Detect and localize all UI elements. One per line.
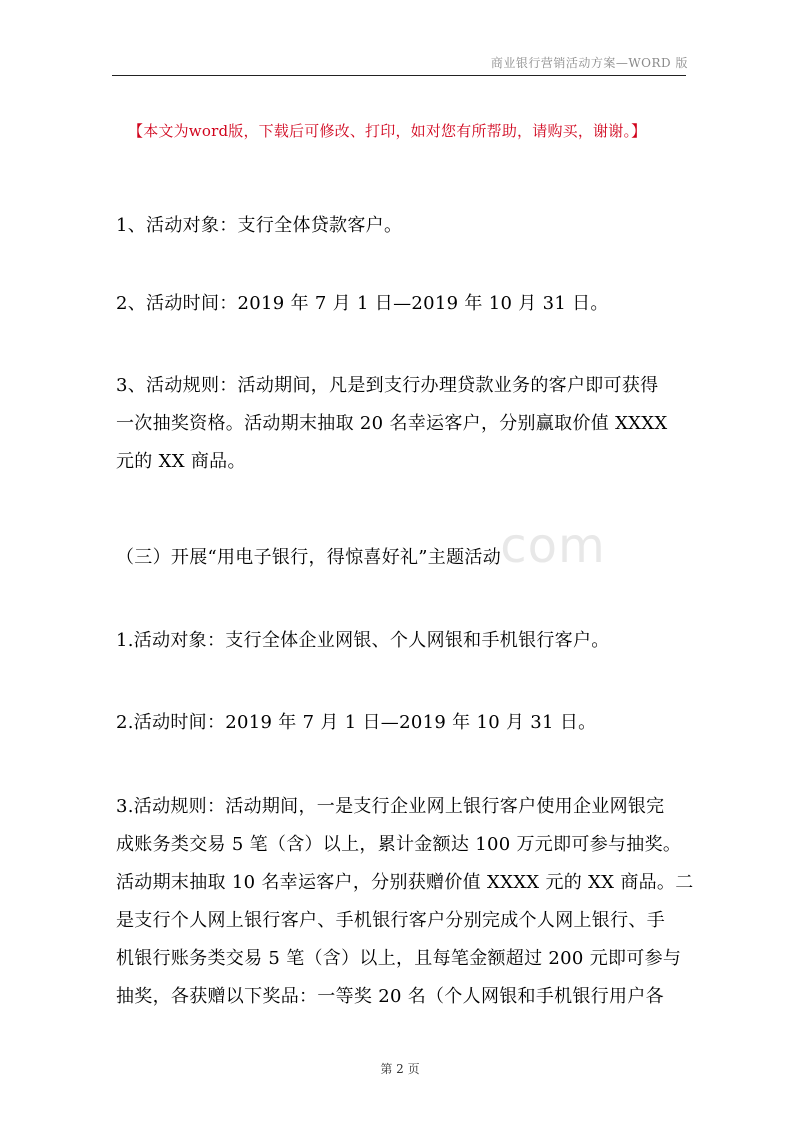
text-line: （三）开展“用电子银行，得惊喜好礼”主题活动 [116, 547, 502, 568]
header-divider [112, 75, 686, 76]
text-line: 2.活动时间：2019 年 7 月 1 日—2019 年 10 月 31 日。 [116, 712, 597, 733]
paragraph-6 [116, 704, 690, 742]
watermark: .com [484, 518, 606, 574]
page-number: 第 2 页 [380, 1062, 420, 1076]
text-line: 活动期末抽取 10 名幸运客户，分别获赠价值 XXXX 元的 XX 商品。二 [116, 872, 694, 893]
purchase-notice: 【本文为word版，下载后可修改、打印，如对您有所帮助，请购买，谢谢。】 [128, 122, 647, 140]
paragraph-1 [116, 207, 690, 245]
paragraph-5 [116, 622, 690, 660]
running-header: 商业银行营销活动方案—WORD 版 [490, 56, 688, 70]
text-line: 机银行账务类交易 5 笔（含）以上，且每笔金额超过 200 元即可参与 [116, 948, 682, 969]
text-line: 元的 XX 商品。 [116, 451, 246, 472]
section-heading [116, 539, 690, 577]
text-line: 1.活动对象：支行全体企业网银、个人网银和手机银行客户。 [116, 630, 610, 651]
text-line: 3.活动规则：活动期间，一是支行企业网上银行客户使用企业网银完 [116, 796, 665, 817]
paragraph-7 [116, 788, 694, 1016]
text-line: 成账务类交易 5 笔（含）以上，累计金额达 100 万元即可参与抽奖。 [116, 834, 682, 855]
text-line: 3、活动规则：活动期间，凡是到支行办理贷款业务的客户即可获得 [116, 375, 659, 396]
text-line: 2、活动时间：2019 年 7 月 1 日—2019 年 10 月 31 日。 [116, 293, 609, 314]
text-line: 1、活动对象：支行全体贷款客户。 [116, 215, 403, 236]
paragraph-3 [116, 367, 690, 481]
text-line: 抽奖，各获赠以下奖品：一等奖 20 名（个人网银和手机银行用户各 [116, 986, 664, 1007]
text-line: 一次抽奖资格。活动期末抽取 20 名幸运客户，分别赢取价值 XXXX [116, 413, 668, 434]
paragraph-2 [116, 285, 690, 323]
text-line: 是支行个人网上银行客户、手机银行客户分别完成个人网上银行、手 [116, 910, 665, 931]
